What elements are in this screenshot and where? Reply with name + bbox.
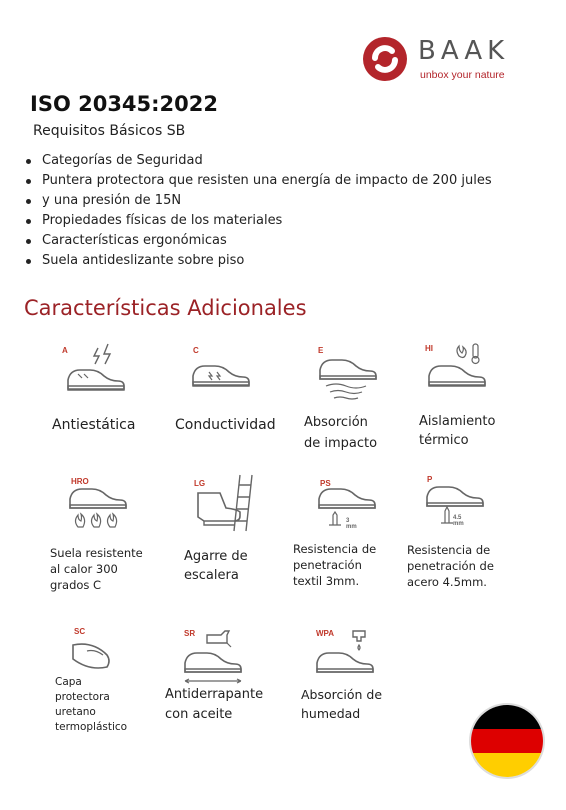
feature-label-line: Capa (55, 676, 82, 688)
heat-resistant-sole-icon (66, 473, 144, 535)
feature-label-line: Aislamiento (419, 414, 496, 429)
feature-label-line: Antiderrapante (165, 687, 264, 702)
list-item: Suela antideslizante sobre piso (42, 251, 492, 271)
feature-code: A (62, 346, 68, 355)
brand-logo (362, 36, 532, 84)
penetration-mark: 3 mm (346, 518, 357, 530)
feature-code: C (193, 346, 199, 355)
feature-label-line: Resistencia de (293, 542, 377, 556)
feature-code: SC (74, 627, 86, 636)
feature-label: Antiestática (52, 417, 136, 433)
feature-label-line: Absorción (304, 415, 368, 430)
feature-code: SR (184, 629, 196, 638)
feature-label-line: acero 4.5mm. (407, 575, 487, 589)
ladder-grip-boot-icon (188, 473, 266, 535)
feature-label-line: uretano (55, 706, 96, 718)
feature-label-line: escalera (184, 568, 239, 583)
list-item: y una presión de 15N (42, 191, 492, 211)
feature-label (407, 542, 494, 590)
feature-label-line: penetración de (407, 559, 494, 573)
feature-code: HRO (71, 477, 89, 486)
impact-absorption-shoe-icon (312, 342, 390, 404)
list-item: Categorías de Seguridad (42, 151, 492, 171)
feature-label (165, 685, 263, 725)
conductive-shoe-icon (187, 342, 265, 404)
feature-label-line: termoplástico (55, 721, 128, 733)
page-title: ISO 20345:2022 (30, 92, 219, 116)
feature-label-line: Agarre de (184, 549, 248, 564)
list-item: Propiedades físicas de los materiales (42, 211, 492, 231)
feature-label (301, 685, 382, 723)
water-absorption-shoe-icon (313, 625, 391, 687)
brand-tagline: unbox your nature (420, 69, 505, 81)
flag-stripe-red (471, 729, 543, 753)
feature-code: P (427, 475, 433, 484)
germany-flag-icon (471, 705, 543, 777)
feature-label-line: térmico (419, 433, 469, 448)
feature-label (50, 545, 143, 593)
feature-label (293, 541, 376, 589)
brand-name: BAAK (418, 36, 510, 66)
feature-label-line: grados C (50, 578, 102, 592)
feature-label-line: protectora (55, 691, 110, 703)
flag-stripe-gold (471, 753, 543, 777)
feature-label-line: Suela resistente (50, 546, 143, 560)
feature-code: E (318, 346, 324, 355)
heat-insulation-shoe-icon (423, 342, 501, 404)
penetration-mark: 4.5 mm (453, 515, 464, 527)
feature-label (304, 412, 377, 454)
feature-label-line: con aceite (165, 707, 233, 722)
feature-label-line: Absorción de (301, 687, 383, 702)
slip-resistant-oil-shoe-icon (181, 625, 259, 687)
feature-code: HI (425, 344, 433, 353)
feature-code: LG (194, 479, 206, 488)
feature-label-line: de impacto (304, 436, 378, 451)
feature-label: Conductividad (175, 417, 276, 433)
list-item: Puntera protectora que resisten una energía de impacto de 200 jules (42, 171, 492, 191)
feature-label-line: al calor 300 (50, 562, 118, 576)
feature-label (184, 547, 248, 585)
flag-stripe-black (471, 705, 543, 729)
feature-code: PS (320, 479, 331, 488)
list-item: Características ergonómicas (42, 231, 492, 251)
page-subtitle: Requisitos Básicos SB (33, 123, 186, 139)
requirements-list (42, 151, 492, 271)
feature-label-line: textil 3mm. (293, 574, 360, 588)
feature-code: WPA (316, 629, 335, 638)
section-title: Características Adicionales (24, 296, 307, 320)
feature-label (419, 412, 495, 450)
baak-logo-icon (362, 36, 408, 82)
feature-label-line: Resistencia de (407, 543, 491, 557)
antistatic-shoe-icon (58, 342, 136, 404)
feature-label-line: penetración (293, 558, 362, 572)
feature-label (55, 675, 127, 735)
feature-label-line: humedad (301, 706, 361, 721)
